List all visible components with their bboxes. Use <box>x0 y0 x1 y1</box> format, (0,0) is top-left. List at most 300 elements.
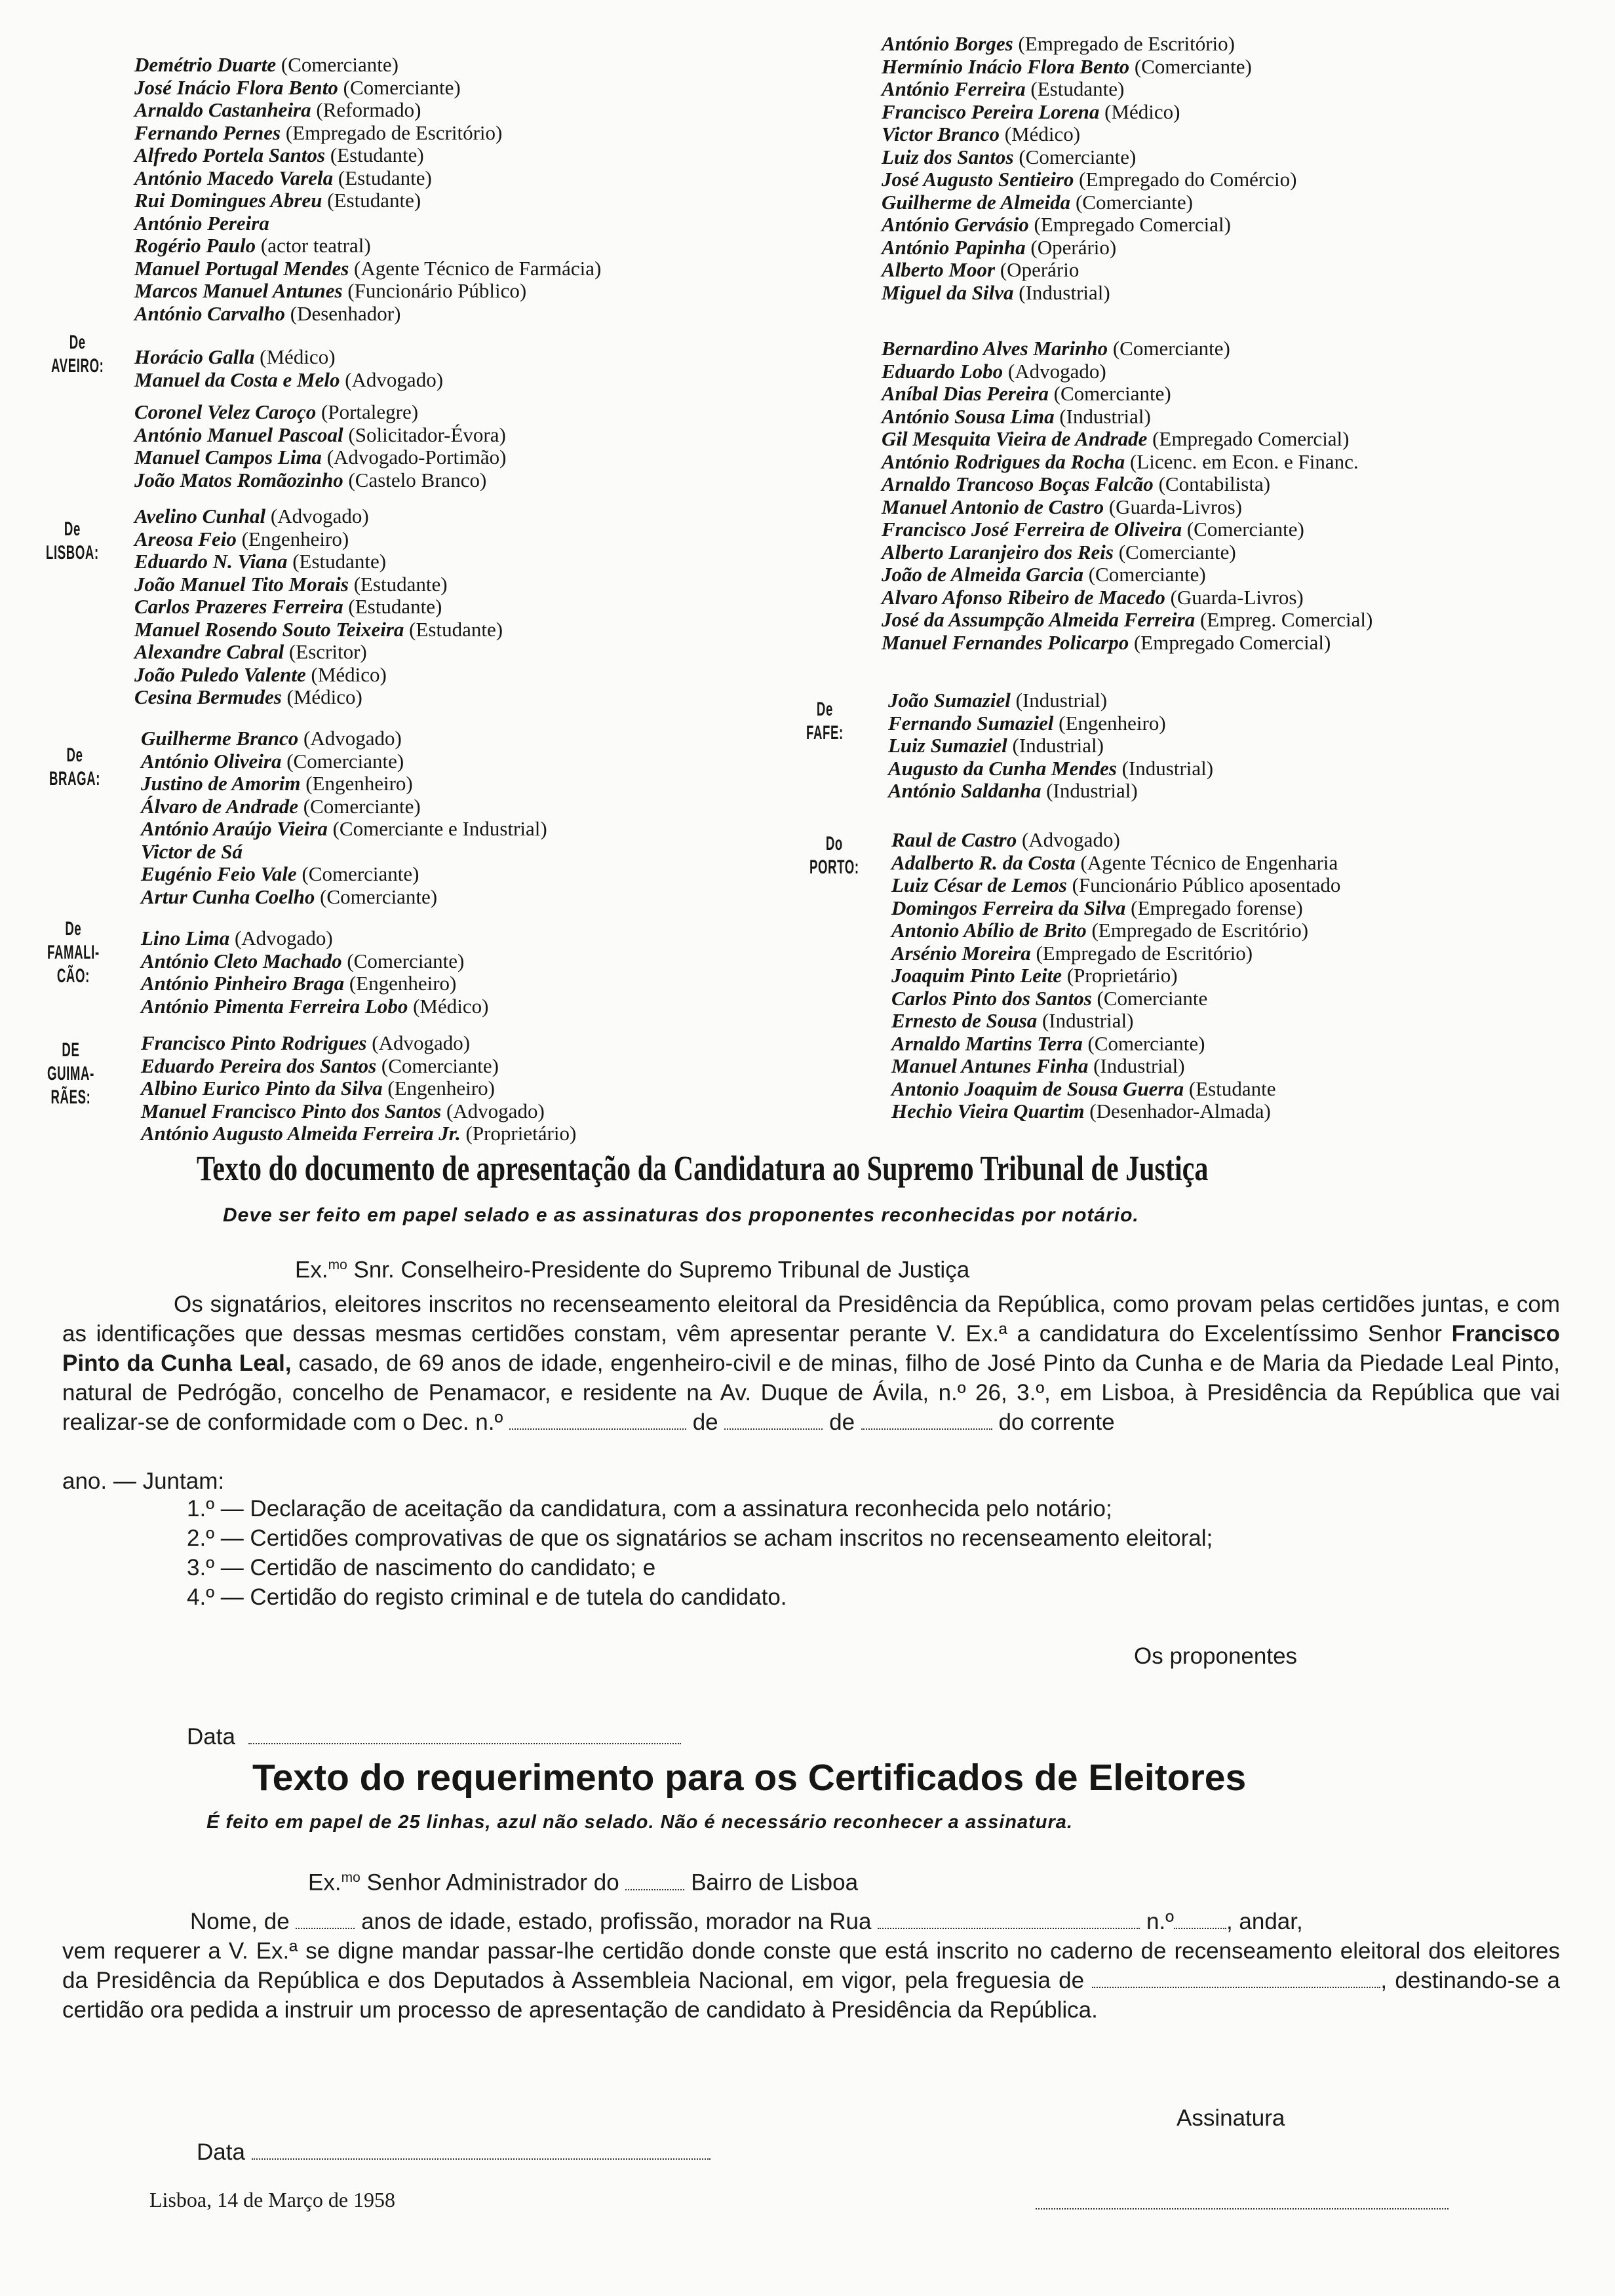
decree-day-field[interactable] <box>724 1428 823 1430</box>
signatory-row <box>882 473 1372 496</box>
signatory-row <box>882 541 1372 564</box>
signatory-occupation: (Médico) <box>286 685 362 708</box>
signatory-row <box>882 33 1296 56</box>
signatory-row <box>882 496 1372 519</box>
signatory-name: Horácio Galla <box>134 345 255 368</box>
signatory-name: Augusto da Cunha Mendes <box>888 756 1117 780</box>
city-label-porto: Do PORTO: <box>809 833 859 878</box>
signatory-name: João de Almeida Garcia <box>882 563 1083 586</box>
signatory-name: Guilherme de Almeida <box>882 190 1071 214</box>
signatory-occupation: (Advogado) <box>446 1099 545 1122</box>
signatory-occupation: (Estudante) <box>327 189 421 212</box>
signatory-occupation: (Industrial) <box>1012 734 1104 757</box>
signatory-occupation: (Portalegre) <box>321 400 419 423</box>
candidatura-date-field[interactable] <box>248 1742 681 1744</box>
signatory-row <box>891 1010 1340 1033</box>
signatory-occupation: (Estudante) <box>353 572 448 596</box>
signatory-occupation: (Empregado de Escritório) <box>1036 941 1253 965</box>
signatory-occupation: (Engenheiro) <box>387 1077 495 1100</box>
signatory-row <box>882 123 1296 146</box>
signatory-name: Arnaldo Martins Terra <box>891 1031 1083 1055</box>
requerimento-title: Texto do requerimento para os Certificados de Eleitores <box>252 1757 1247 1799</box>
signatory-row <box>882 360 1372 383</box>
signatory-occupation: (Comerciante) <box>1134 54 1252 78</box>
signatory-occupation: (Empregado de Escritório) <box>285 121 503 144</box>
signatory-row <box>882 451 1372 474</box>
signatory-name: António Rodrigues da Rocha <box>882 450 1125 473</box>
signatory-name: José Augusto Sentieiro <box>882 168 1074 191</box>
annex-item: 2.º — Certidões comprovativas de que os signatários se acham inscritos no recenseamento eleitoral; <box>187 1525 1213 1551</box>
signatory-row <box>891 897 1340 920</box>
signatory-name: Alfredo Portela Santos <box>134 144 326 166</box>
requerimento-name-row: Nome, de anos de idade, estado, profissão, morador na Rua n.º , andar, <box>190 1909 1303 1934</box>
signatory-name: José Inácio Flora Bento <box>134 75 338 99</box>
signatory-name: Arsénio Moreira <box>891 941 1031 965</box>
signatory-occupation: (Comerciante) <box>1019 145 1137 168</box>
signatory-name: Avelino Cunhal <box>134 505 266 527</box>
signatory-row <box>141 1077 576 1100</box>
signatory-row <box>882 259 1296 282</box>
signatory-occupation: (Funcionário Público aposentado <box>1072 873 1341 896</box>
signatory-occupation: (Comerciante) <box>320 885 438 908</box>
signatory-row <box>141 886 547 909</box>
signatory-occupation: (Advogado-Portimão) <box>326 446 507 469</box>
candidatura-salutation: Ex.$^{mo}$ Snr. Conselheiro-Presidente do Supremo Tribunal de Justiça <box>295 1257 970 1283</box>
signatory-name: Carlos Pinto dos Santos <box>891 986 1092 1010</box>
signatory-name: Areosa Feio <box>134 527 237 550</box>
signatory-occupation: (Comerciante) <box>1186 518 1304 541</box>
signatory-occupation: (Proprietário) <box>465 1122 577 1145</box>
decree-number-field[interactable] <box>509 1428 686 1430</box>
signatory-name: José da Assumpção Almeida Ferreira <box>882 608 1196 631</box>
signatory-row <box>882 282 1296 305</box>
signatory-occupation: (Comerciante) <box>1087 1031 1205 1055</box>
signatory-occupation: (Contabilista) <box>1158 472 1271 495</box>
signatory-occupation: (Engenheiro) <box>305 772 413 795</box>
signatory-row <box>882 428 1372 451</box>
signatory-row <box>882 632 1372 655</box>
signatory-name: Albino Eurico Pinto da Silva <box>141 1077 383 1100</box>
signatory-occupation: (Advogado) <box>1007 359 1106 383</box>
signatory-name: Justino de Amorim <box>141 772 301 795</box>
signatory-name: Luiz Sumaziel <box>888 734 1007 757</box>
requerimento-subtitle: É feito em papel de 25 linhas, azul não selado. Não é necessário reconhecer a assinatura. <box>206 1812 1073 1833</box>
signatory-row <box>134 258 601 280</box>
signatory-name: Alberto Laranjeiro dos Reis <box>882 540 1114 564</box>
signatory-row <box>141 1122 576 1145</box>
signatory-row <box>882 518 1372 541</box>
annex-item: 4.º — Certidão do registo criminal e de tutela do candidato. <box>187 1584 787 1610</box>
signatory-occupation: (Operário) <box>1030 235 1117 259</box>
signatory-occupation: (Agente Técnico de Farmácia) <box>354 256 602 280</box>
candidatura-paragraph: Os signatários, eleitores inscritos no recenseamento eleitoral da Presidência da República, como provam pelas certidões juntas, e com as identificações que dessas mesmas certidões constam, vêm apresentar perante V. Ex.ª a candidatura do Excelentíssimo Senhor Francisco Pinto da Cunha Leal, casado, de 69 anos de idade, engenheiro-civil e de minas, filho de José Pinto da Cunha e de Maria da Piedade Leal Pinto, natural de Pedrógão, concelho de Penamacor, e residente na Av. Duque de Ávila, n.º 26, 3.º, em Lisboa, à Presidência da República que vai realizar-se de conformidade com o Dec. n.º de de do corrente <box>62 1292 1560 1435</box>
signatory-row <box>134 528 503 551</box>
signatory-occupation: (Comerciante e Industrial) <box>332 817 547 840</box>
signatory-row <box>134 573 503 596</box>
signatory-name: António Pinheiro Braga <box>141 972 345 995</box>
signatory-row <box>134 619 503 641</box>
signatory-occupation: (Comerciante) <box>381 1054 499 1077</box>
signatory-occupation: (Empreg. Comercial) <box>1199 608 1373 631</box>
signatory-row <box>882 146 1296 169</box>
signatory-name: Hechio Vieira Quartim <box>891 1100 1085 1122</box>
signatory-occupation: (Empregado de Escritório) <box>1018 32 1235 55</box>
signatory-row <box>882 78 1296 101</box>
porto-signatories <box>891 829 1340 1123</box>
signatory-name: António Manuel Pascoal <box>134 423 343 446</box>
signatory-name: António Pimenta Ferreira Lobo <box>141 994 408 1018</box>
signatory-name: António Papinha <box>882 235 1026 259</box>
signatory-row <box>882 383 1372 406</box>
signatory-name: Luiz César de Lemos <box>891 873 1067 896</box>
signatory-name: Antonio Joaquim de Sousa Guerra <box>891 1077 1184 1100</box>
signatory-occupation: (Comerciante) <box>1075 190 1193 214</box>
signatory-row <box>134 446 506 469</box>
signatory-occupation: (Funcionário Público) <box>347 279 527 302</box>
signatory-name: António Cleto Machado <box>141 949 342 972</box>
signatory-occupation: (Operário <box>1000 258 1080 281</box>
house-number-field[interactable] <box>1174 1927 1226 1929</box>
signatory-occupation: (Comerciante) <box>347 949 465 972</box>
signatory-name: Alvaro Afonso Ribeiro de Macedo <box>882 585 1165 609</box>
signatory-occupation: (Comerciante) <box>343 75 461 99</box>
signatory-row <box>141 1055 576 1078</box>
signatory-row <box>134 122 601 145</box>
signatory-occupation: (Comerciante) <box>1118 540 1236 564</box>
signatory-row <box>891 919 1340 942</box>
signatory-row <box>891 965 1340 987</box>
signatory-name: Gil Mesquita Vieira de Andrade <box>882 427 1148 450</box>
signatory-occupation: (Advogado) <box>372 1031 471 1054</box>
signatory-name: João Puledo Valente <box>134 662 306 686</box>
signatory-name: Miguel da Silva <box>882 280 1014 304</box>
signatory-occupation: (Engenheiro) <box>241 527 349 550</box>
signatory-name: Aníbal Dias Pereira <box>882 382 1049 405</box>
signatory-occupation: (Comerciante) <box>1112 337 1230 360</box>
signatory-row <box>891 1078 1340 1101</box>
proponentes-label: Os proponentes <box>1134 1643 1298 1669</box>
aveiro-signatories <box>134 346 443 391</box>
signatory-name: Joaquim Pinto Leite <box>891 964 1062 987</box>
signatory-occupation: (Médico) <box>260 345 336 368</box>
signatory-occupation: (Comerciante) <box>1088 563 1206 586</box>
signatory-row <box>891 874 1340 897</box>
signatory-row <box>891 1055 1340 1078</box>
signatory-row <box>134 77 601 100</box>
signatory-row <box>134 505 503 528</box>
signatory-row <box>134 641 503 664</box>
signatory-name: João Manuel Tito Morais <box>134 572 349 596</box>
signatory-row <box>141 927 488 950</box>
signatory-name: Francisco José Ferreira de Oliveira <box>882 518 1182 541</box>
signature-line[interactable] <box>1036 2208 1449 2210</box>
signatory-name: Arnaldo Castanheira <box>134 98 311 121</box>
signatory-occupation: (Escritor) <box>288 640 367 663</box>
signatory-name: Artur Cunha Coelho <box>141 885 315 908</box>
city-label-braga: De BRAGA: <box>49 744 101 790</box>
signatory-row <box>141 863 547 886</box>
signatory-name: Arnaldo Trancoso Boças Falcão <box>882 472 1154 495</box>
signatory-name: Manuel Fernandes Policarpo <box>882 630 1129 654</box>
signatory-occupation: (Reformado) <box>316 98 421 121</box>
signatory-name: João Matos Romãozinho <box>134 468 343 491</box>
signatory-row <box>134 212 601 235</box>
signatory-row <box>888 757 1213 780</box>
signatory-name: Victor Branco <box>882 123 1000 145</box>
signatory-row <box>141 841 547 864</box>
signatory-row <box>134 54 601 77</box>
signatory-name: António Ferreira <box>882 77 1026 100</box>
signatory-row <box>882 609 1372 632</box>
signatory-row <box>882 191 1296 214</box>
signatory-name: António Augusto Almeida Ferreira Jr. <box>141 1122 461 1145</box>
signatory-row <box>134 189 601 212</box>
signatory-occupation: (Empregado Comercial) <box>1152 427 1350 450</box>
signatory-occupation: (Industrial) <box>1019 280 1110 304</box>
signatory-row <box>134 303 601 326</box>
signatory-row <box>891 1100 1340 1123</box>
signatory-row <box>891 852 1340 875</box>
signatory-row <box>882 564 1372 586</box>
signatory-name: Antonio Abílio de Brito <box>891 919 1087 942</box>
signatory-occupation: (Industrial) <box>1041 1009 1134 1032</box>
annex-list <box>187 1494 1213 1612</box>
signatory-occupation: (Empregado forense) <box>1131 896 1303 919</box>
signatory-row <box>891 942 1340 965</box>
signatory-row <box>891 829 1340 852</box>
signatory-occupation: (Advogado) <box>1021 828 1120 851</box>
signatory-occupation: (Castelo Branco) <box>348 468 487 491</box>
right-second-signatories <box>882 337 1372 654</box>
signatory-row <box>882 101 1296 124</box>
signatory-row <box>134 401 506 424</box>
signatory-name: Hermínio Inácio Flora Bento <box>882 54 1130 78</box>
signatory-row <box>882 168 1296 191</box>
signatory-occupation: (Comerciante) <box>281 53 399 76</box>
signatory-occupation: (Comerciante) <box>286 749 404 773</box>
signatory-occupation: (Estudante) <box>330 144 424 166</box>
signatory-name: Bernardino Alves Marinho <box>882 337 1108 360</box>
signatory-occupation: (Médico) <box>311 662 387 686</box>
signatory-name: Manuel Campos Lima <box>134 446 322 469</box>
signatory-occupation: (Proprietário) <box>1066 964 1178 987</box>
signatory-row <box>134 167 601 190</box>
signatory-occupation: (Industrial) <box>1046 779 1138 802</box>
left-top-signatories <box>134 54 601 325</box>
signatory-occupation: (Guarda-Livros) <box>1170 585 1304 609</box>
signatory-row <box>134 99 601 122</box>
signatory-name: António Macedo Varela <box>134 166 334 189</box>
candidatura-date-row: Data <box>187 1722 681 1751</box>
administrator-field[interactable] <box>625 1888 684 1890</box>
place-date: Lisboa, 14 de Março de 1958 <box>149 2188 396 2211</box>
signatory-row <box>891 987 1340 1010</box>
signatory-occupation: (Advogado) <box>270 505 369 527</box>
signatory-row <box>882 586 1372 609</box>
signatory-occupation: (Licenc. em Econ. e Financ. <box>1129 450 1359 473</box>
signatory-occupation: (Comerciante) <box>1053 382 1171 405</box>
signatory-name: Victor de Sá <box>141 839 243 863</box>
signatory-name: Fernando Sumaziel <box>888 711 1054 735</box>
signatory-name: Raul de Castro <box>891 828 1017 851</box>
signatory-row <box>134 280 601 303</box>
signatory-occupation: (Estudante) <box>1030 77 1125 100</box>
signatory-name: Alexandre Cabral <box>134 640 284 663</box>
signatory-occupation: (Empregado Comercial) <box>1034 213 1231 236</box>
decree-month-field[interactable] <box>861 1428 992 1430</box>
guimaraes-signatories <box>141 1032 576 1145</box>
signatory-name: Francisco Pinto Rodrigues <box>141 1031 367 1054</box>
signatory-row <box>141 950 488 973</box>
signatory-name: Manuel Antunes Finha <box>891 1054 1089 1077</box>
signatory-occupation: (Estudante) <box>338 166 432 189</box>
candidatura-subtitle: Deve ser feito em papel selado e as assinaturas dos proponentes reconhecidas por notário. <box>223 1204 1139 1226</box>
candidate-name: Francisco Pinto da Cunha Leal, <box>62 1321 1560 1376</box>
signatory-occupation: (Desenhador-Almada) <box>1089 1100 1271 1122</box>
signatory-name: Demétrio Duarte <box>134 53 277 76</box>
signatory-row <box>141 1032 576 1055</box>
signatory-row <box>141 1100 576 1123</box>
signatory-row <box>141 795 547 818</box>
signatory-occupation: (Industrial) <box>1059 404 1151 428</box>
signatory-name: Luiz dos Santos <box>882 145 1014 168</box>
signatory-occupation: (Estudante <box>1188 1077 1276 1100</box>
signatory-row <box>888 735 1213 757</box>
signatory-row <box>882 56 1296 79</box>
signatory-occupation: (actor teatral) <box>260 234 371 257</box>
signatory-row <box>141 972 488 995</box>
signatory-name: António Carvalho <box>134 301 285 325</box>
braga-signatories <box>141 727 547 908</box>
right-top-signatories <box>882 33 1296 304</box>
signatory-row <box>134 369 443 392</box>
signatory-occupation: (Médico) <box>1004 123 1081 145</box>
signatory-row <box>141 818 547 841</box>
ano-juntam: ano. — Juntam: <box>62 1468 225 1494</box>
signatory-name: Ernesto de Sousa <box>891 1009 1038 1032</box>
signatory-occupation: (Advogado) <box>234 927 333 949</box>
signatory-row <box>882 237 1296 259</box>
signatory-name: António Sousa Lima <box>882 404 1055 428</box>
signatory-row <box>891 1033 1340 1056</box>
assinatura-label: Assinatura <box>1177 2105 1285 2131</box>
signatory-name: Adalberto R. da Costa <box>891 851 1076 874</box>
signatory-name: António Pereira <box>134 211 269 235</box>
misc-signatories <box>134 401 506 491</box>
signatory-occupation: (Solicitador-Évora) <box>348 423 506 446</box>
signatory-name: Carlos Prazeres Ferreira <box>134 595 343 618</box>
signatory-row <box>141 750 547 773</box>
signatory-name: Manuel Portugal Mendes <box>134 256 349 280</box>
signatory-name: Rogério Paulo <box>134 234 256 257</box>
signatory-row <box>134 664 503 687</box>
city-label-fafe: De FAFE: <box>806 698 844 744</box>
signatory-name: Rui Domingues Abreu <box>134 189 322 212</box>
signatory-name: Alberto Moor <box>882 258 996 281</box>
signatory-name: Eugénio Feio Vale <box>141 862 297 885</box>
signatory-name: Domingos Ferreira da Silva <box>891 896 1126 919</box>
signatory-row <box>882 214 1296 237</box>
signatory-occupation: (Médico) <box>1104 100 1180 123</box>
annex-item: 1.º — Declaração de aceitação da candidatura, com a assinatura reconhecida pelo notário; <box>187 1496 1112 1521</box>
signatory-occupation: (Estudante) <box>292 550 387 573</box>
signatory-row <box>882 406 1372 429</box>
famalicao-signatories <box>141 927 488 1018</box>
signatory-occupation: (Agente Técnico de Engenharia <box>1080 851 1338 874</box>
signatory-row <box>888 712 1213 735</box>
signatory-row <box>134 235 601 258</box>
signatory-row <box>141 995 488 1018</box>
lisboa-signatories <box>134 505 503 709</box>
candidatura-title: Texto do documento de apresentação da Candidatura ao Supremo Tribunal de Justiça <box>197 1149 1209 1188</box>
signatory-row <box>134 550 503 573</box>
signatory-name: João Sumaziel <box>888 689 1011 712</box>
signatory-occupation: (Empregado do Comércio) <box>1079 168 1297 191</box>
signatory-name: António Oliveira <box>141 749 282 773</box>
signatory-occupation: (Engenheiro) <box>1059 711 1166 735</box>
signatory-name: António Araújo Vieira <box>141 817 328 840</box>
requerimento-salutation: Ex.$^{mo}$ Senhor Administrador do Bairro de Lisboa <box>308 1869 859 1896</box>
signatory-name: Fernando Pernes <box>134 121 281 144</box>
fafe-signatories <box>888 689 1213 803</box>
signatory-name: Manuel Francisco Pinto dos Santos <box>141 1099 442 1122</box>
city-label-lisboa: De LISBOA: <box>46 518 99 564</box>
signatory-occupation: (Comerciante <box>1097 986 1208 1010</box>
parish-field[interactable] <box>1092 1986 1380 1988</box>
signatory-name: Eduardo N. Viana <box>134 550 288 573</box>
requerimento-date-row: Data <box>197 2137 710 2167</box>
signatory-row <box>141 727 547 750</box>
signatory-name: Manuel Rosendo Souto Teixeira <box>134 617 404 641</box>
signatory-row <box>888 689 1213 712</box>
annex-item: 3.º — Certidão de nascimento do candidato; e <box>187 1555 656 1580</box>
requerimento-date-field[interactable] <box>252 2158 710 2160</box>
signatory-row <box>134 686 503 709</box>
signatory-row <box>888 780 1213 803</box>
signatory-occupation: (Comerciante) <box>303 794 421 818</box>
signatory-name: Manuel da Costa e Melo <box>134 368 340 391</box>
signatory-name: Álvaro de Andrade <box>141 794 298 818</box>
signatory-occupation: (Industrial) <box>1093 1054 1185 1077</box>
street-field[interactable] <box>878 1927 1140 1929</box>
signatory-name: Manuel Antonio de Castro <box>882 495 1104 518</box>
signatory-name: António Borges <box>882 32 1013 55</box>
signatory-occupation: (Advogado) <box>345 368 444 391</box>
city-label-aveiro: De AVEIRO: <box>51 332 104 377</box>
requerimento-paragraph: vem requerer a V. Ex.ª se digne mandar passar-lhe certidão donde conste que está inscrito no caderno de recenseamento eleitoral dos eleitores da Presidência da República e dos Deputados à Assembleia Nacional, em vigor, pela freguesia de , destinando-se a certidão ora pedida a instruir um processo de apresentação de candidato à Presidência da República. <box>62 1938 1560 2023</box>
signatory-occupation: (Estudante) <box>409 617 503 641</box>
signatory-row <box>141 773 547 795</box>
signatory-name: Eduardo Pereira dos Santos <box>141 1054 377 1077</box>
age-field[interactable] <box>296 1927 355 1929</box>
signatory-name: Marcos Manuel Antunes <box>134 279 343 302</box>
signatory-row <box>882 337 1372 360</box>
city-label-guimaraes: DE GUIMA- RÃES: <box>47 1039 94 1108</box>
signatory-row <box>134 424 506 447</box>
signatory-occupation: (Médico) <box>413 994 489 1018</box>
signatory-row <box>134 469 506 492</box>
signatory-occupation: (Desenhador) <box>290 301 401 325</box>
signatory-occupation: (Guarda-Livros) <box>1108 495 1242 518</box>
signatory-name: António Gervásio <box>882 213 1029 236</box>
signatory-row <box>134 346 443 369</box>
signatory-name: Cesina Bermudes <box>134 685 282 708</box>
signatory-occupation: (Empregado de Escritório) <box>1091 919 1309 942</box>
signatory-occupation: (Advogado) <box>303 727 402 750</box>
signatory-occupation: (Engenheiro) <box>349 972 457 995</box>
signatory-name: Francisco Pereira Lorena <box>882 100 1100 123</box>
signatory-row <box>134 596 503 619</box>
